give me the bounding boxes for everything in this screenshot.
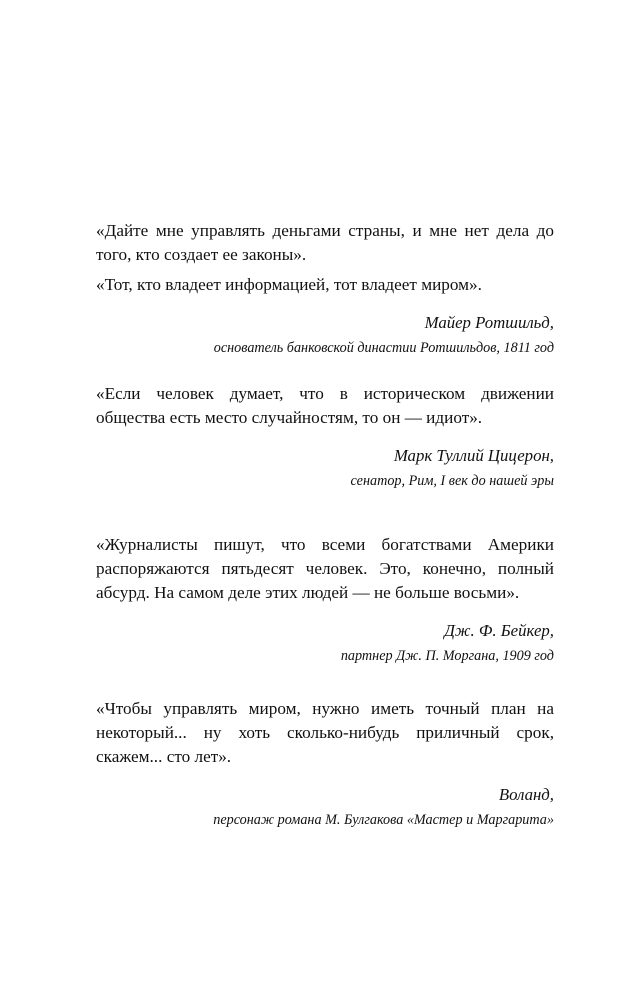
epigraph-cicero: [96, 382, 554, 492]
quote-author-description: партнер Дж. П. Моргана, 1909 год: [340, 648, 554, 664]
quote-author: Воланд,: [498, 785, 554, 804]
quote-text: «Дайте мне управлять деньгами страны, и мне нет дела до того, кто создает ее законы».: [96, 221, 554, 264]
quote-author-description: основатель банковской династии Ротшильдов, 1811 год: [213, 340, 554, 356]
quote-text: «Тот, кто владеет информацией, тот владеет миром».: [96, 275, 482, 294]
quote-author-description: персонаж романа М. Булгакова «Мастер и Маргарита»: [213, 812, 554, 828]
quote-author: Дж. Ф. Бейкер,: [444, 621, 554, 640]
quote-author: Марк Туллий Цицерон,: [393, 446, 554, 465]
quote-text: «Чтобы управлять миром, нужно иметь точный план на некоторый... ну хоть сколько-нибудь приличный срок, скажем... сто лет».: [96, 699, 554, 766]
quote-author-description: сенатор, Рим, I век до нашей эры: [350, 473, 554, 489]
quote-text: «Журналисты пишут, что всеми богатствами Америки распоряжаются пятьдесят человек. Это, конечно, полный абсурд. На самом деле этих людей — не больше восьми».: [96, 535, 554, 602]
epigraph-baker: [96, 533, 554, 667]
quote-text: «Если человек думает, что в историческом движении общества есть место случайностям, то он — идиот».: [96, 384, 554, 427]
epigraph-rothschild: [96, 219, 554, 359]
epigraph-woland: [96, 697, 554, 831]
quote-author: Майер Ротшильд,: [424, 313, 554, 332]
